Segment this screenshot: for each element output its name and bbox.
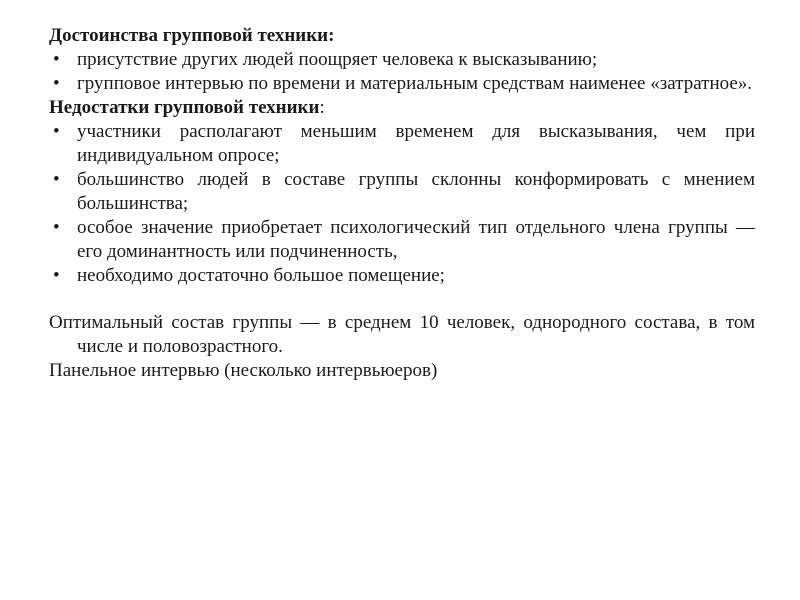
bullet-icon: • [53, 121, 60, 142]
list-item-text: участники располагают меньшим временем для высказывания, чем при индивидуальном опросе; [77, 121, 755, 166]
bullet-icon: • [53, 169, 60, 190]
list-item [49, 216, 755, 264]
list-item [49, 72, 755, 96]
list-item [49, 48, 755, 72]
disadvantages-heading-text: Недостатки групповой техники [49, 97, 320, 118]
panel-interview-paragraph: Панельное интервью (несколько интервьюеров) [49, 360, 438, 381]
list-item-text: особое значение приобретает психологический тип отдельного члена группы — его доминантность или подчиненность, [77, 217, 755, 262]
advantages-list [49, 48, 755, 96]
section-spacer [49, 288, 755, 311]
list-item-text: необходимо достаточно большое помещение; [77, 265, 445, 286]
disadvantages-heading [49, 96, 755, 120]
list-item-text: групповое интервью по времени и материальным средствам наименее «затратное». [77, 73, 753, 94]
slide-content [49, 24, 755, 383]
list-item-text: большинство людей в составе группы склонны конформировать с мнением большинства; [77, 169, 755, 214]
disadvantages-heading-colon: : [319, 97, 325, 118]
list-item-text: присутствие других людей поощряет человека к высказыванию; [77, 49, 598, 70]
bullet-icon: • [53, 217, 60, 238]
bullet-icon: • [53, 49, 60, 70]
disadvantages-list [49, 120, 755, 288]
list-item [49, 120, 755, 168]
bullet-icon: • [53, 73, 60, 94]
advantages-heading: Достоинства групповой техники: [49, 25, 335, 46]
list-item [49, 168, 755, 216]
list-item [49, 264, 755, 288]
bullet-icon: • [53, 265, 60, 286]
optimal-composition-paragraph: Оптимальный состав группы — в среднем 10 человек, однородного состава, в том числе и половозрастного. [49, 312, 755, 357]
